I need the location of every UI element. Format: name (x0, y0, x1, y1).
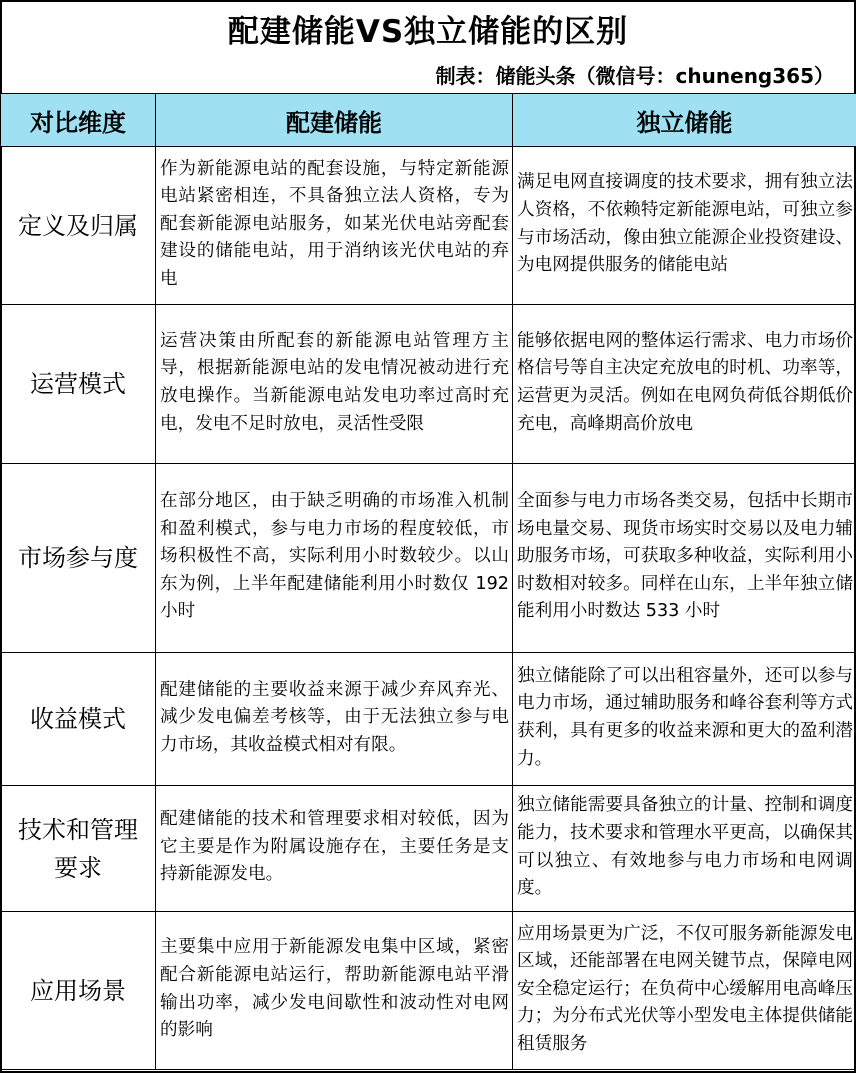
dimension-cell: 运营模式 (1, 305, 156, 464)
colocated-cell: 主要集中应用于新能源发电集中区域，紧密配合新能源电站运行，帮助新能源电站平滑输出功率，减少发电间歇性和波动性对电网的影响 (156, 912, 513, 1070)
header-row (1, 94, 856, 147)
source-credit: 制表：储能头条（微信号：chuneng365） (435, 64, 834, 88)
dimension-cell: 应用场景 (1, 912, 156, 1070)
table-row (1, 305, 856, 464)
colocated-cell: 配建储能的主要收益来源于减少弃风弃光、减少发电偏差考核等，由于无法独立参与电力市场，其收益模式相对有限。 (156, 653, 513, 786)
colocated-cell: 配建储能的技术和管理要求相对较低，因为它主要是作为附属设施存在，主要任务是支持新能源发电。 (156, 786, 513, 912)
dimension-line-2: 要求 (54, 853, 102, 882)
dimension-cell (1, 786, 156, 912)
comparison-table (0, 93, 856, 1070)
table-row (1, 653, 856, 786)
header-standalone: 独立储能 (513, 94, 856, 147)
dimension-cell: 收益模式 (1, 653, 156, 786)
standalone-cell: 应用场景更为广泛，不仅可服务新能源发电区域，还能部署在电网关键节点，保障电网安全稳定运行；在负荷中心缓解用电高峰压力；为分布式光伏等小型发电主体提供储能租赁服务 (513, 912, 856, 1070)
dimension-cell: 市场参与度 (1, 464, 156, 653)
colocated-cell: 运营决策由所配套的新能源电站管理方主导，根据新能源电站的发电情况被动进行充放电操作。当新能源电站发电功率过高时充电，发电不足时放电，灵活性受限 (156, 305, 513, 464)
table-row (1, 147, 856, 305)
standalone-cell: 独立储能需要具备独立的计量、控制和调度能力，技术要求和管理水平更高，以确保其可以独立、有效地参与电力市场和电网调度。 (513, 786, 856, 912)
table-row (1, 464, 856, 653)
standalone-cell: 独立储能除了可以出租容量外，还可以参与电力市场，通过辅助服务和峰谷套利等方式获利，具有更多的收益来源和更大的盈利潜力。 (513, 653, 856, 786)
header-dimension: 对比维度 (1, 94, 156, 147)
colocated-cell: 在部分地区，由于缺乏明确的市场准入机制和盈利模式，参与电力市场的程度较低，市场积极性不高，实际利用小时数较少。以山东为例，上半年配建储能利用小时数仅 192 小时 (156, 464, 513, 653)
standalone-cell: 全面参与电力市场各类交易，包括中长期市场电量交易、现货市场实时交易以及电力辅助服务市场，可获取多种收益，实际利用小时数相对较多。同样在山东，上半年独立储能利用小时数达 533 小时 (513, 464, 856, 653)
colocated-cell: 作为新能源电站的配套设施，与特定新能源电站紧密相连，不具备独立法人资格，专为配套新能源电站服务，如某光伏电站旁配套建设的储能电站，用于消纳该光伏电站的弃电 (156, 147, 513, 305)
table-row (1, 786, 856, 912)
standalone-cell: 能够依据电网的整体运行需求、电力市场价格信号等自主决定充放电的时机、功率等，运营更为灵活。例如在电网负荷低谷期低价充电，高峰期高价放电 (513, 305, 856, 464)
header-colocated: 配建储能 (156, 94, 513, 147)
page-title: 配建储能VS独立储能的区别 (227, 14, 629, 50)
dimension-line-1: 技术和管理 (18, 815, 138, 844)
dimension-cell: 定义及归属 (1, 147, 156, 305)
standalone-cell: 满足电网直接调度的技术要求，拥有独立法人资格，不依赖特定新能源电站，可独立参与市场活动，像由独立能源企业投资建设、为电网提供服务的储能电站 (513, 147, 856, 305)
table-row (1, 912, 856, 1070)
